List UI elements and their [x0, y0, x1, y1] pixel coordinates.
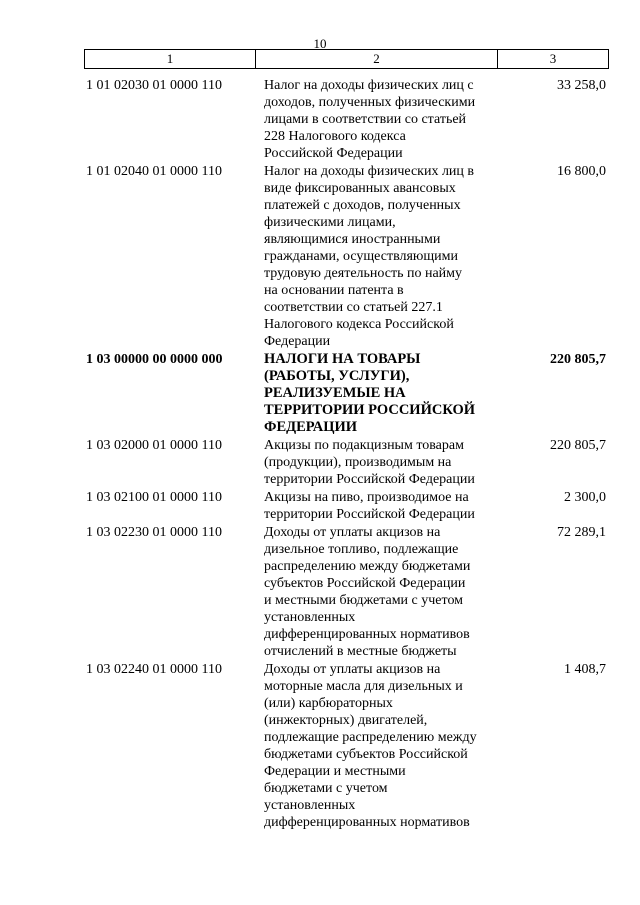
description-line: трудовую деятельность по найму — [264, 266, 463, 281]
description-line: платежей с доходов, полученных — [264, 198, 461, 213]
amount-value: 72 289,1 — [557, 525, 606, 540]
description-line: являющимися иностранными — [264, 232, 441, 247]
table-header — [84, 49, 609, 69]
amount-value: 2 300,0 — [564, 490, 606, 505]
revenue-description — [264, 437, 502, 488]
description-line: Налог на доходы физических лиц с — [264, 78, 474, 93]
description-line: моторные масла для дизельных и — [264, 679, 463, 694]
table-row — [84, 661, 609, 831]
description-line: (РАБОТЫ, УСЛУГИ), — [264, 368, 410, 384]
description-line: физическими лицами, — [264, 215, 396, 230]
description-line: и местными бюджетами с учетом — [264, 593, 464, 608]
budget-code: 1 03 02100 01 0000 110 — [86, 490, 222, 505]
description-line: соответствии со статьей 227.1 — [264, 300, 443, 315]
budget-code: 1 03 00000 00 0000 000 — [86, 352, 223, 367]
description-line: Федерации и местными — [264, 764, 406, 779]
description-line: НАЛОГИ НА ТОВАРЫ — [264, 351, 421, 367]
description-line: (инжекторных) двигателей, — [264, 713, 428, 728]
description-line: бюджетами субъектов Российской — [264, 747, 468, 762]
table-row — [84, 489, 609, 523]
description-line: гражданами, осуществляющими — [264, 249, 459, 264]
amount-value: 1 408,7 — [564, 662, 606, 677]
header-col-1: 1 — [85, 50, 256, 68]
description-line: дизельное топливо, подлежащие — [264, 542, 459, 557]
description-line: Налогового кодекса Российской — [264, 317, 454, 332]
table-row — [84, 437, 609, 488]
revenue-description — [264, 661, 502, 831]
description-line: Налог на доходы физических лиц в — [264, 164, 475, 179]
description-line: бюджетами с учетом — [264, 781, 388, 796]
description-line: Акцизы по подакцизным товарам — [264, 438, 464, 453]
budget-code: 1 03 02230 01 0000 110 — [86, 525, 222, 540]
description-line: Доходы от уплаты акцизов на — [264, 525, 441, 540]
description-line: (или) карбюраторных — [264, 696, 393, 711]
budget-code: 1 01 02030 01 0000 110 — [86, 78, 222, 93]
amount-value: 220 805,7 — [550, 352, 606, 367]
revenue-description — [264, 77, 502, 162]
header-col-2: 2 — [256, 50, 498, 68]
description-line: ФЕДЕРАЦИИ — [264, 419, 358, 435]
description-line: отчислений в местные бюджеты — [264, 644, 457, 659]
amount-value: 16 800,0 — [557, 164, 606, 179]
amount-value: 220 805,7 — [550, 438, 606, 453]
table-row — [84, 163, 609, 350]
description-line: Акцизы на пиво, производимое на — [264, 490, 469, 505]
description-line: распределению между бюджетами — [264, 559, 471, 574]
description-line: 228 Налогового кодекса — [264, 129, 406, 144]
description-line: субъектов Российской Федерации — [264, 576, 466, 591]
table-row — [84, 524, 609, 660]
description-line: дифференцированных нормативов — [264, 815, 470, 830]
budget-code: 1 01 02040 01 0000 110 — [86, 164, 222, 179]
revenue-description — [264, 524, 502, 660]
description-line: территории Российской Федерации — [264, 472, 475, 487]
description-line: РЕАЛИЗУЕМЫЕ НА — [264, 385, 406, 401]
description-line: виде фиксированных авансовых — [264, 181, 456, 196]
revenue-description — [264, 163, 502, 350]
description-line: на основании патента в — [264, 283, 404, 298]
header-col-3: 3 — [549, 51, 557, 66]
description-line: установленных — [264, 610, 356, 625]
revenue-description — [264, 489, 502, 523]
description-line: Доходы от уплаты акцизов на — [264, 662, 441, 677]
revenue-table-body — [84, 77, 609, 831]
description-line: Федерации — [264, 334, 331, 349]
amount-value: 33 258,0 — [557, 78, 606, 93]
budget-code: 1 03 02240 01 0000 110 — [86, 662, 222, 677]
table-row — [84, 77, 609, 162]
description-line: дифференцированных нормативов — [264, 627, 470, 642]
page-number: 10 — [313, 36, 327, 51]
description-line: (продукции), производимым на — [264, 455, 452, 470]
description-line: ТЕРРИТОРИИ РОССИЙСКОЙ — [264, 402, 476, 418]
description-line: Российской Федерации — [264, 146, 403, 161]
table-row-section — [84, 351, 609, 436]
description-line: подлежащие распределению между — [264, 730, 477, 745]
description-line: территории Российской Федерации — [264, 507, 475, 522]
description-line: установленных — [264, 798, 356, 813]
description-line: доходов, полученных физическими — [264, 95, 476, 110]
revenue-description — [264, 351, 502, 436]
description-line: лицами в соответствии со статьей — [264, 112, 467, 127]
budget-code: 1 03 02000 01 0000 110 — [86, 438, 222, 453]
